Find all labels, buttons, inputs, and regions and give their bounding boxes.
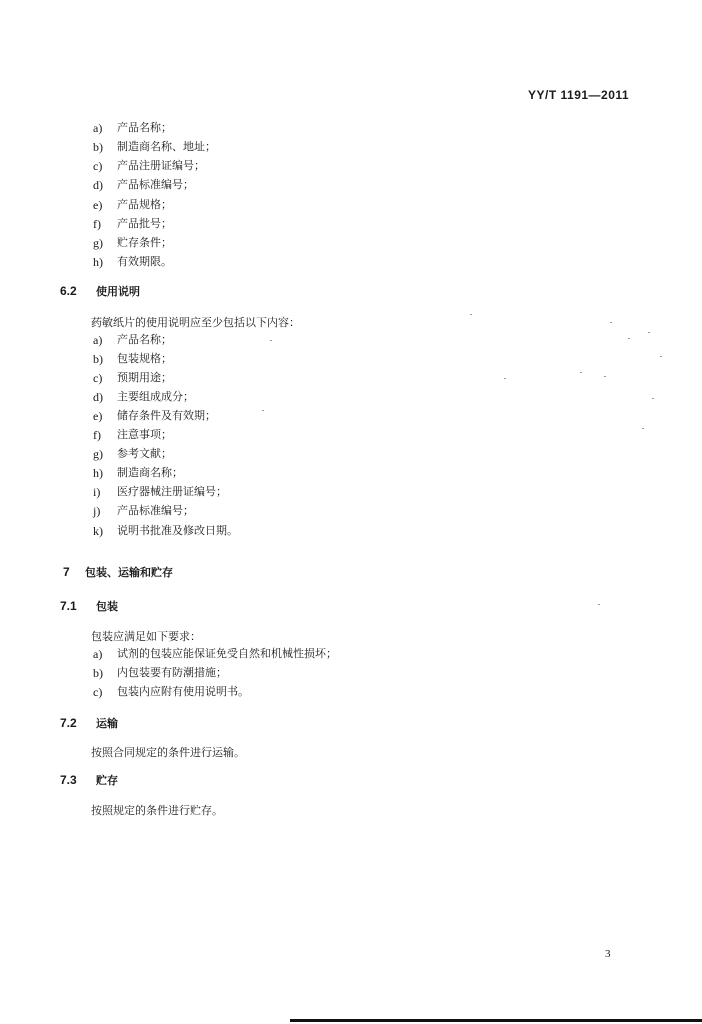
list-item-text: 产品名称；	[117, 121, 172, 134]
list-item-label: h)	[93, 466, 103, 480]
scan-speck	[470, 314, 472, 315]
list-item-text: 医疗器械注册证编号；	[117, 485, 227, 498]
section-title: 包装、运输和贮存	[85, 566, 173, 579]
list-item-text: 产品名称；	[117, 333, 172, 346]
list-item-text: 注意事项；	[117, 428, 172, 441]
list-item-text: 内包装要有防潮措施；	[117, 666, 227, 679]
scan-speck	[262, 410, 264, 411]
list-item-label: a)	[93, 333, 103, 347]
list-item-label: c)	[93, 159, 103, 173]
list-item-label: f)	[93, 428, 101, 442]
list-item-text: 产品规格；	[117, 198, 172, 211]
list-item-text: 产品标准编号；	[117, 178, 194, 191]
scan-speck	[648, 332, 650, 333]
section-7-3-text: 按照规定的条件进行贮存。	[91, 804, 223, 817]
standard-code: YY/T 1191—2011	[528, 88, 630, 102]
list-item-label: a)	[93, 121, 103, 135]
list-item-text: 产品批号；	[117, 217, 172, 230]
list-item-label: g)	[93, 236, 103, 250]
list-item-label: g)	[93, 447, 103, 461]
section-title: 运输	[96, 717, 118, 730]
list-item-label: i)	[93, 485, 101, 499]
list-item-label: d)	[93, 390, 103, 404]
section-7-heading	[63, 564, 173, 580]
scan-speck	[628, 338, 630, 339]
list-item-text: 产品注册证编号；	[117, 159, 205, 172]
scan-speck	[270, 340, 272, 341]
page-number: 3	[605, 948, 611, 960]
list-item-text: 储存条件及有效期；	[117, 409, 216, 422]
section-7-1-intro: 包装应满足如下要求：	[91, 630, 201, 643]
section-title: 使用说明	[96, 285, 140, 298]
list-item-text: 预期用途；	[117, 371, 172, 384]
list-item-label: a)	[93, 647, 103, 661]
list-item-label: k)	[93, 524, 103, 538]
scan-speck	[660, 356, 662, 357]
scan-speck	[652, 398, 654, 399]
list-item-label: b)	[93, 140, 103, 154]
list-item-label: j)	[93, 504, 101, 518]
list-item-label: b)	[93, 352, 103, 366]
list-item-label: c)	[93, 371, 103, 385]
section-7-2-text: 按照合同规定的条件进行运输。	[91, 746, 245, 759]
section-title: 包装	[96, 600, 118, 613]
section-number: 7.3	[60, 773, 77, 787]
list-item-label: d)	[93, 178, 103, 192]
scan-speck	[604, 376, 606, 377]
section-7-2-heading	[60, 715, 118, 731]
list-item-text: 贮存条件；	[117, 236, 172, 249]
list-item-text: 包装规格；	[117, 352, 172, 365]
section-title: 贮存	[96, 774, 118, 787]
list-item-text: 参考文献；	[117, 447, 172, 460]
list-item-label: h)	[93, 255, 103, 269]
list-item-label: c)	[93, 685, 103, 699]
scan-speck	[580, 372, 582, 373]
section-6-2-intro: 药敏纸片的使用说明应至少包括以下内容：	[91, 316, 300, 329]
list-item-text: 包装内应附有使用说明书。	[117, 685, 249, 698]
bottom-scan-edge	[290, 1019, 702, 1022]
list-item-text: 有效期限。	[117, 255, 172, 268]
section-number: 6.2	[60, 284, 77, 298]
list-item-text: 试剂的包装应能保证免受自然和机械性损坏；	[117, 647, 337, 660]
section-7-3-heading	[60, 772, 118, 788]
scan-speck	[610, 322, 612, 323]
list-item-label: e)	[93, 198, 103, 212]
list-item-label: b)	[93, 666, 103, 680]
list-item-text: 制造商名称；	[117, 466, 183, 479]
list-item-text: 主要组成成分；	[117, 390, 194, 403]
section-6-2-heading	[60, 283, 140, 299]
list-item-text: 制造商名称、地址；	[117, 140, 216, 153]
section-number: 7.2	[60, 716, 77, 730]
section-number: 7.1	[60, 599, 77, 613]
scan-speck	[598, 604, 600, 605]
scan-speck	[504, 378, 506, 379]
scan-speck	[642, 428, 644, 429]
list-item-label: e)	[93, 409, 103, 423]
section-number: 7	[63, 565, 70, 579]
section-7-1-heading	[60, 598, 118, 614]
list-item-label: f)	[93, 217, 101, 231]
list-item-text: 产品标准编号；	[117, 504, 194, 517]
list-item-text: 说明书批准及修改日期。	[117, 524, 238, 537]
